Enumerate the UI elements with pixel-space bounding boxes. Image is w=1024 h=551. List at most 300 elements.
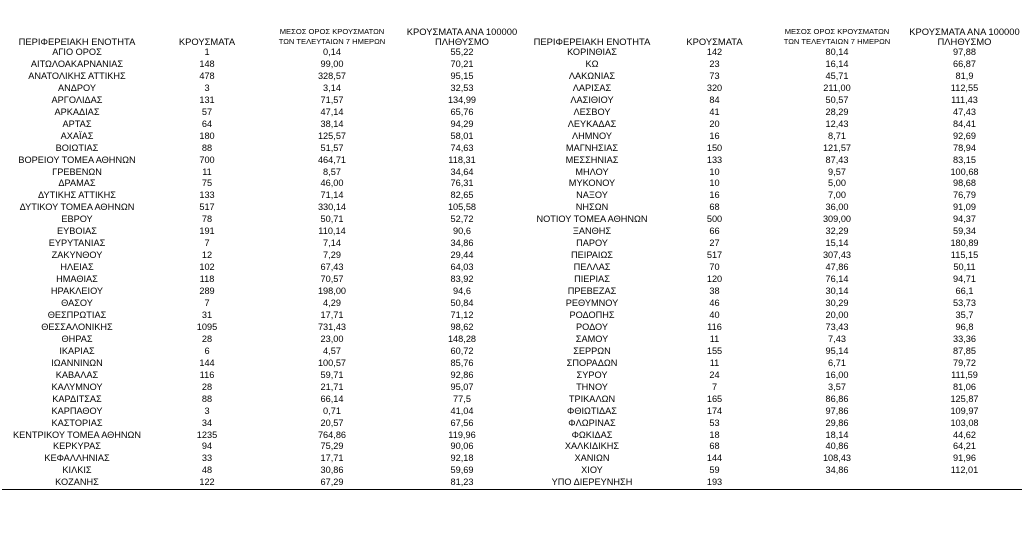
avg-cell: 0,71: [323, 405, 341, 416]
cases-cell: 16: [709, 190, 720, 201]
cases-cell: 41: [709, 106, 720, 117]
region-cell: ΥΠΟ ΔΙΕΡΕΥΝΗΣΗ: [522, 477, 662, 489]
table-row: [522, 250, 1022, 262]
per-capita-cell: 59,34: [953, 226, 976, 237]
table-row: [2, 214, 522, 226]
cases-cell: 68: [709, 441, 720, 452]
region-cell: ΧΑΝΙΩΝ: [574, 453, 610, 464]
cases-cell: 7: [204, 238, 210, 249]
region-cell: ΝΑΞΟΥ: [576, 190, 608, 201]
region-cell: ΚΑΣΤΟΡΙΑΣ: [51, 417, 103, 428]
table-row: [522, 406, 1022, 418]
per-capita-cell: 91,96: [953, 453, 976, 464]
avg-cell: 38,14: [320, 118, 344, 129]
cases-cell: 16: [709, 130, 720, 141]
table-row: [2, 178, 522, 190]
avg-cell: 121,57: [822, 142, 852, 153]
avg-cell: 8,57: [323, 166, 341, 177]
cases-cell: 33: [201, 453, 213, 464]
per-capita-cell: 70,21: [450, 58, 474, 69]
header-avg-line1: ΜΕΣΟΣ ΟΡΟΣ ΚΡΟΥΣΜΑΤΩΝ: [279, 27, 385, 36]
region-cell: ΤΡΙΚΑΛΩΝ: [568, 393, 616, 404]
table-row: [2, 131, 522, 143]
region-cell: ΡΟΔΟΥ: [575, 321, 608, 332]
per-capita-cell: 92,18: [450, 453, 474, 464]
per-capita-cell: 103,08: [950, 417, 979, 428]
per-capita-cell: 112,01: [950, 465, 979, 476]
avg-cell: 23,00: [320, 333, 344, 344]
table-row: [522, 47, 1022, 59]
table-row: [522, 394, 1022, 406]
per-capita-cell: 66,1: [955, 286, 974, 297]
avg-cell: 8,71: [828, 130, 846, 141]
region-cell: ΣΥΡΟΥ: [576, 369, 608, 380]
avg-cell: 7,29: [323, 250, 341, 261]
cases-cell: 27: [709, 238, 720, 249]
per-capita-cell: 111,43: [951, 94, 978, 105]
region-cell: ΛΕΥΚΑΔΑΣ: [567, 118, 617, 129]
avg-cell: 30,14: [825, 286, 849, 297]
avg-cell: 66,14: [320, 393, 344, 404]
avg-cell: 15,14: [825, 238, 849, 249]
table-row: [2, 453, 522, 465]
per-capita-cell: 74,63: [450, 142, 474, 153]
region-cell: ΠΑΡΟΥ: [576, 238, 608, 249]
per-capita-cell: 94,6: [453, 286, 471, 297]
header-region: ΠΕΡΙΦΕΡΕΙΑΚΗ ΕΝΟΤΗΤΑ: [18, 36, 136, 47]
cases-cell: 517: [199, 202, 215, 213]
per-capita-cell: 84,41: [953, 118, 976, 129]
avg-cell: 309,00: [822, 214, 852, 225]
table-row: [522, 310, 1022, 322]
per-capita-cell: 32,53: [450, 82, 474, 93]
region-cell: ΛΑΚΩΝΙΑΣ: [568, 70, 616, 81]
per-capita-cell: 119,96: [448, 429, 476, 440]
table-row: [522, 131, 1022, 143]
region-cell: ΝΗΣΩΝ: [575, 202, 609, 213]
header-region: ΠΕΡΙΦΕΡΕΙΑΚΗ ΕΝΟΤΗΤΑ: [533, 36, 651, 47]
region-cell: ΘΕΣΠΡΩΤΙΑΣ: [47, 309, 107, 320]
per-capita-cell: 125,87: [950, 393, 979, 404]
avg-cell: 5,00: [828, 178, 846, 189]
region-cell: ΛΕΣΒΟΥ: [573, 106, 611, 117]
avg-cell: 45,71: [825, 70, 849, 81]
avg-cell: 764,86: [317, 429, 347, 440]
avg-cell: 328,57: [317, 70, 347, 81]
cases-cell: 11: [709, 357, 720, 368]
region-cell: ΕΒΡΟΥ: [61, 214, 93, 225]
avg-cell: 95,14: [825, 345, 849, 356]
per-capita-cell: 82,65: [450, 190, 474, 201]
avg-cell: 51,57: [320, 142, 344, 153]
avg-cell: 87,43: [825, 154, 849, 165]
per-capita-cell: 134,99: [447, 94, 477, 105]
avg-cell: 71,14: [320, 190, 344, 201]
region-cell: ΔΡΑΜΑΣ: [58, 178, 96, 189]
per-capita-cell: 52,72: [450, 214, 474, 225]
table-row: [522, 238, 1022, 250]
table-row: [522, 167, 1022, 179]
cases-cell: 144: [706, 453, 723, 464]
avg-cell: 307,43: [822, 250, 852, 261]
per-capita-cell: 90,6: [453, 226, 471, 237]
avg-cell: 100,57: [317, 357, 347, 368]
region-cell: ΚΟΡΙΝΘΙΑΣ: [567, 47, 617, 57]
table-row: [522, 382, 1022, 394]
table-row: [2, 155, 522, 167]
avg-cell: 110,14: [318, 226, 346, 237]
region-cell: ΜΑΓΝΗΣΙΑΣ: [565, 142, 619, 153]
table-row: [522, 143, 1022, 155]
table-row: [2, 238, 522, 250]
table-row: [522, 71, 1022, 83]
table-row: [2, 310, 522, 322]
avg-cell: 12,43: [825, 118, 849, 129]
avg-cell: 71,57: [320, 94, 344, 105]
table-row: [2, 298, 522, 310]
per-capita-cell: 71,12: [450, 309, 474, 320]
cases-cell: 148: [199, 58, 215, 69]
avg-cell: 28,29: [825, 106, 849, 117]
table-row: [522, 119, 1022, 131]
avg-cell: 16,14: [825, 58, 849, 69]
table-row: [522, 418, 1022, 430]
per-capita-cell: 64,03: [450, 262, 474, 273]
region-cell: ΧΑΛΚΙΔΙΚΗΣ: [564, 441, 620, 452]
table-row: [522, 202, 1022, 214]
table-row: [522, 334, 1022, 346]
avg-cell: 67,29: [262, 477, 402, 489]
cases-cell: 102: [199, 262, 215, 273]
region-cell: ΣΕΡΡΩΝ: [573, 345, 611, 356]
table-row: [522, 83, 1022, 95]
avg-cell: 9,57: [828, 166, 846, 177]
avg-cell: 3,14: [323, 82, 341, 93]
cases-cell: 133: [706, 154, 723, 165]
cases-cell: 165: [706, 393, 723, 404]
table-row: [522, 441, 1022, 453]
cases-cell: 3: [204, 82, 210, 93]
header-row: [2, 14, 522, 47]
avg-cell: 70,57: [320, 274, 344, 285]
table-row: [522, 274, 1022, 286]
region-cell: ΚΩ: [585, 58, 599, 69]
table-row: [522, 262, 1022, 274]
per-capita-cell: 90,06: [450, 441, 474, 452]
per-capita-cell: 95,15: [450, 70, 474, 81]
table-row: [2, 107, 522, 119]
per-capita-cell: 112,55: [950, 82, 979, 93]
cases-cell: 34: [201, 417, 213, 428]
region-cell: ΧΙΟΥ: [581, 465, 603, 476]
avg-cell: 20,00: [825, 309, 849, 320]
per-capita-cell: 47,43: [953, 106, 976, 117]
per-capita-cell: 98,68: [953, 178, 976, 189]
cases-cell: 10: [709, 178, 720, 189]
avg-cell: 464,71: [317, 154, 347, 165]
avg-cell: 32,29: [825, 226, 849, 237]
header-cases: ΚΡΟΥΣΜΑΤΑ: [686, 36, 743, 47]
region-cell: ΒΟΡΕΙΟΥ ΤΟΜΕΑ ΑΘΗΝΩΝ: [18, 154, 136, 165]
per-capita-cell: 98,62: [450, 321, 474, 332]
cases-cell: 12: [201, 250, 213, 261]
avg-cell: 18,14: [825, 429, 849, 440]
per-capita-cell: 77,5: [453, 393, 471, 404]
avg-cell: 47,86: [825, 262, 849, 273]
region-cell: ΛΑΣΙΘΙΟΥ: [570, 94, 614, 105]
region-cell: ΛΑΡΙΣΑΣ: [572, 82, 612, 93]
avg-cell: 3,57: [828, 381, 846, 392]
table-row: [2, 202, 522, 214]
per-capita-cell: 91,09: [953, 202, 976, 213]
region-cell: ΝΟΤΙΟΥ ΤΟΜΕΑ ΑΘΗΝΩΝ: [536, 214, 648, 225]
region-cell: ΠΙΕΡΙΑΣ: [574, 274, 610, 285]
avg-cell: 36,00: [825, 202, 849, 213]
avg-cell: 731,43: [317, 321, 347, 332]
table-row: [2, 441, 522, 453]
header-per-capita: [907, 14, 1022, 47]
avg-cell: 16,00: [825, 369, 849, 380]
cases-cell: 57: [201, 106, 213, 117]
avg-cell: 47,14: [320, 106, 344, 117]
per-capita-cell: 94,29: [450, 118, 474, 129]
table-row: [2, 190, 522, 202]
table-row: [2, 71, 522, 83]
header-row: [522, 14, 1022, 47]
left-table: [2, 14, 522, 490]
table-row: [522, 95, 1022, 107]
cases-cell: 94: [201, 441, 213, 452]
cases-cell: 48: [201, 465, 213, 476]
table-row: [522, 226, 1022, 238]
cases-cell: 478: [199, 70, 215, 81]
region-cell: ΖΑΚΥΝΘΟΥ: [51, 250, 103, 261]
cases-cell: 180: [199, 130, 215, 141]
per-capita-cell: 180,89: [950, 238, 979, 249]
per-capita-cell: 55,22: [450, 47, 474, 57]
per-capita-cell: 118,31: [448, 154, 476, 165]
region-cell: ΚΙΛΚΙΣ: [62, 465, 92, 476]
header-avg-line2: ΤΩΝ ΤΕΛΕΥΤΑΙΩΝ 7 ΗΜΕΡΩΝ: [783, 37, 891, 46]
per-capita-cell: 34,86: [450, 238, 474, 249]
cases-cell: 31: [201, 309, 213, 320]
table-row: [522, 477, 1022, 489]
avg-cell: 125,57: [317, 130, 347, 141]
region-cell: ΚΕΦΑΛΛΗΝΙΑΣ: [44, 453, 110, 464]
per-capita-cell: [907, 477, 1022, 489]
table-row: [2, 430, 522, 442]
region-cell: ΘΗΡΑΣ: [61, 333, 93, 344]
region-cell: ΠΕΛΛΑΣ: [573, 262, 611, 273]
region-cell: ΙΩΑΝΝΙΝΩΝ: [51, 357, 103, 368]
per-capita-cell: 41,04: [450, 405, 474, 416]
right-table: [522, 14, 1022, 490]
per-capita-cell: 33,36: [953, 333, 976, 344]
per-capita-cell: 92,69: [953, 130, 976, 141]
avg-cell: 7,43: [828, 333, 846, 344]
per-capita-cell: 35,7: [955, 309, 974, 320]
region-cell: ΑΡΚΑΔΙΑΣ: [54, 106, 100, 117]
cases-cell: 116: [707, 321, 722, 332]
avg-cell: 330,14: [317, 202, 347, 213]
avg-cell: 86,86: [825, 393, 849, 404]
cases-cell: 24: [709, 369, 720, 380]
cases-cell: 155: [706, 345, 723, 356]
header-cases: ΚΡΟΥΣΜΑΤΑ: [178, 36, 236, 47]
table-row: [522, 298, 1022, 310]
per-capita-cell: 87,85: [953, 345, 976, 356]
avg-cell: [767, 477, 907, 489]
region-cell: ΚΑΡΠΑΘΟΥ: [51, 405, 103, 416]
region-cell: ΗΛΕΙΑΣ: [60, 262, 94, 273]
cases-cell: 73: [709, 70, 720, 81]
table-row: [2, 477, 522, 489]
cases-cell: 11: [202, 166, 212, 177]
region-cell: ΑΡΤΑΣ: [62, 118, 92, 129]
avg-cell: 0,14: [323, 47, 341, 57]
avg-cell: 198,00: [317, 286, 347, 297]
region-cell: ΑΝΔΡΟΥ: [57, 82, 96, 93]
per-capita-cell: 81,9: [955, 70, 974, 81]
table-row: [2, 334, 522, 346]
cases-cell: 3: [204, 405, 210, 416]
table-row: [2, 394, 522, 406]
table-row: [522, 358, 1022, 370]
per-capita-cell: 64,21: [953, 441, 976, 452]
region-cell: ΒΟΙΩΤΙΑΣ: [55, 142, 99, 153]
cases-cell: 10: [709, 166, 720, 177]
cases-cell: 84: [709, 94, 720, 105]
per-capita-cell: 65,76: [450, 106, 474, 117]
cases-cell: 59: [709, 465, 720, 476]
per-capita-cell: 76,79: [953, 190, 976, 201]
per-capita-cell: 60,72: [450, 345, 474, 356]
region-cell: ΜΥΚΟΝΟΥ: [568, 178, 616, 189]
region-cell: ΜΕΣΣΗΝΙΑΣ: [565, 154, 619, 165]
cases-cell: 289: [199, 286, 215, 297]
table-row: [2, 465, 522, 477]
table-row: [2, 119, 522, 131]
cases-cell: 174: [706, 405, 723, 416]
table-row: [2, 167, 522, 179]
table-row: [522, 322, 1022, 334]
per-capita-cell: 115,15: [950, 250, 979, 261]
region-cell: ΦΛΩΡΙΝΑΣ: [568, 417, 616, 428]
cases-cell: 116: [199, 369, 215, 380]
avg-cell: 34,86: [825, 465, 849, 476]
cases-cell: 28: [201, 333, 213, 344]
cases-cell: 700: [199, 154, 215, 165]
cases-cell: 38: [709, 286, 720, 297]
region-cell: ΚΑΛΥΜΝΟΥ: [51, 381, 103, 392]
header-per-line2: ΠΛΗΘΥΣΜΟ: [937, 36, 992, 47]
table-row: [522, 155, 1022, 167]
region-cell: ΕΥΡΥΤΑΝΙΑΣ: [48, 238, 106, 249]
table-row: [522, 286, 1022, 298]
table-row: [2, 346, 522, 358]
avg-cell: 30,86: [320, 465, 344, 476]
avg-cell: 76,14: [825, 274, 849, 285]
table-row: [522, 214, 1022, 226]
cases-cell: 144: [199, 357, 215, 368]
avg-cell: 17,71: [320, 309, 344, 320]
header-per-line2: ΠΛΗΘΥΣΜΟ: [435, 36, 489, 47]
region-cell: ΦΘΙΩΤΙΔΑΣ: [566, 405, 617, 416]
per-capita-cell: 92,86: [450, 369, 474, 380]
region-cell: ΦΩΚΙΔΑΣ: [571, 429, 613, 440]
cases-cell: 23: [709, 58, 720, 69]
per-capita-cell: 44,62: [953, 429, 976, 440]
table-row: [522, 107, 1022, 119]
cases-cell: 11: [709, 333, 720, 344]
region-cell: ΓΡΕΒΕΝΩΝ: [52, 166, 102, 177]
cases-cell: 517: [706, 250, 723, 261]
header-avg: [262, 14, 402, 47]
table-row: [2, 274, 522, 286]
region-cell: ΡΕΘΥΜΝΟΥ: [565, 298, 619, 309]
per-capita-cell: 79,72: [953, 357, 976, 368]
header-per-line1: ΚΡΟΥΣΜΑΤΑ ΑΝΑ 100000: [909, 26, 1020, 37]
region-cell: ΠΡΕΒΕΖΑΣ: [567, 286, 617, 297]
avg-cell: 7,14: [323, 238, 341, 249]
table-row: [2, 382, 522, 394]
header-per-line1: ΚΡΟΥΣΜΑΤΑ ΑΝΑ 100000: [406, 26, 518, 37]
region-cell: ΔΥΤΙΚΟΥ ΤΟΜΕΑ ΑΘΗΝΩΝ: [19, 202, 135, 213]
table-row: [2, 95, 522, 107]
cases-cell: 68: [709, 202, 720, 213]
left-table-body: [2, 47, 522, 490]
region-cell: ΚΑΡΔΙΤΣΑΣ: [52, 393, 102, 404]
avg-cell: 67,43: [320, 262, 344, 273]
cases-cell: 320: [706, 82, 723, 93]
avg-cell: 4,29: [323, 298, 341, 309]
table-row: [2, 47, 522, 59]
avg-cell: 80,14: [825, 47, 849, 57]
per-capita-cell: 148,28: [447, 333, 477, 344]
per-capita-cell: 50,11: [953, 262, 976, 273]
cases-cell: 122: [152, 477, 262, 489]
region-cell: ΑΙΤΩΛΟΑΚΑΡΝΑΝΙΑΣ: [30, 58, 124, 69]
header-per-capita: [402, 14, 522, 47]
per-capita-cell: 50,84: [450, 298, 474, 309]
avg-cell: 46,00: [320, 178, 344, 189]
per-capita-cell: 109,97: [950, 405, 979, 416]
region-cell: ΑΝΑΤΟΛΙΚΗΣ ΑΤΤΙΚΗΣ: [28, 70, 126, 81]
per-capita-cell: 66,87: [953, 58, 976, 69]
table-row: [2, 262, 522, 274]
per-capita-cell: 83,92: [450, 274, 474, 285]
cases-cell: 191: [199, 226, 215, 237]
per-capita-cell: 97,88: [953, 47, 976, 57]
avg-cell: 21,71: [320, 381, 344, 392]
avg-cell: 4,57: [323, 345, 341, 356]
per-capita-cell: 34,64: [450, 166, 474, 177]
cases-cell: 6: [204, 345, 210, 356]
per-capita-cell: 76,31: [450, 178, 474, 189]
avg-cell: 99,00: [320, 58, 344, 69]
table-row: [2, 406, 522, 418]
table-row: [522, 370, 1022, 382]
per-capita-cell: 94,37: [953, 214, 976, 225]
table-row: [2, 250, 522, 262]
cases-cell: 18: [709, 429, 720, 440]
per-capita-cell: 105,58: [447, 202, 477, 213]
cases-cell: 7: [711, 381, 718, 392]
region-cell: ΑΓΙΟ ΟΡΟΣ: [52, 47, 102, 57]
region-cell: ΜΗΛΟΥ: [575, 166, 609, 177]
per-capita-cell: 94,71: [953, 274, 976, 285]
per-capita-cell: 111,59: [951, 369, 978, 380]
